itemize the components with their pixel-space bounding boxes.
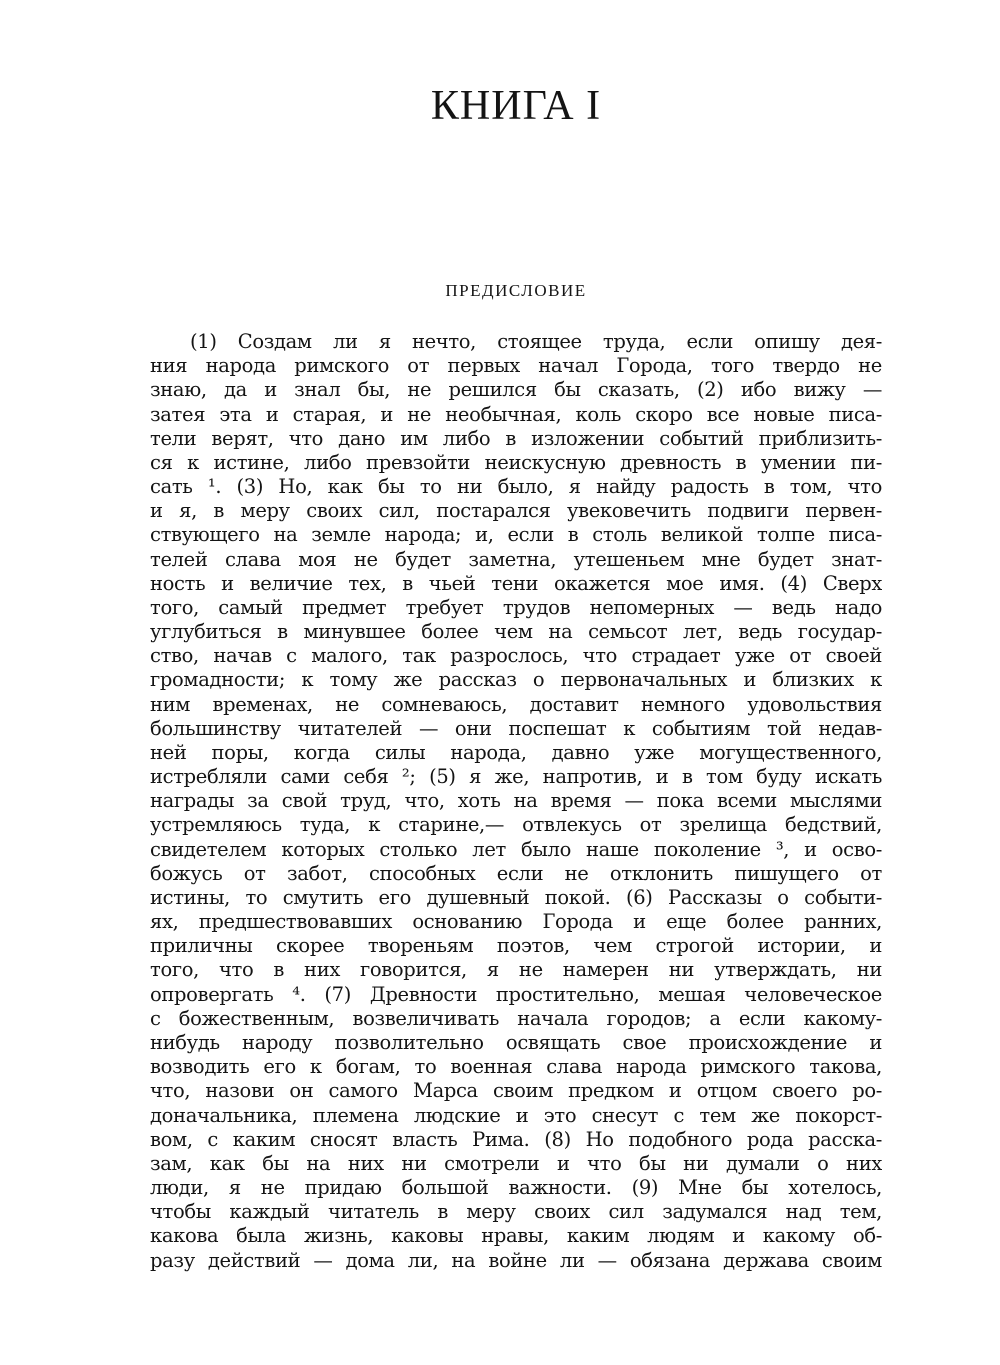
document-page	[150, 0, 882, 1365]
text-line: ния народа римского от первых начал Города, того твердо не	[150, 354, 882, 378]
text-line: свидетелем которых столько лет было наше поколение ³, и осво-	[150, 837, 882, 861]
text-line: возводить его к богам, то военная слава народа римского такова,	[150, 1055, 882, 1079]
text-line: что, назови он самого Марса своим предком и отцом своего ро-	[150, 1079, 882, 1103]
text-line: разу действий — дома ли, на войне ли — обязана держава своим	[150, 1248, 882, 1272]
text-line: того, что в них говорится, я не намерен ни утверждать, ни	[150, 958, 882, 982]
text-line: ся к истине, либо превзойти неискусную древность в умении пи-	[150, 450, 882, 474]
text-line: истины, то смутить его душевный покой. (6) Рассказы о событи-	[150, 885, 882, 909]
text-line: награды за свой труд, что, хоть на время — пока всеми мыслями	[150, 789, 882, 813]
text-line: нибудь народу позволительно освящать свое происхождение и	[150, 1030, 882, 1054]
text-line: большинству читателей — они поспешат к событиям той недав-	[150, 716, 882, 740]
text-line: ним временах, не сомневаюсь, доставит немного удовольствия	[150, 692, 882, 716]
text-line: приличны скорее твореньям поэтов, чем строгой истории, и	[150, 934, 882, 958]
text-line: ствующего на земле народа; и, если в столь великой толпе писа-	[150, 523, 882, 547]
section-title: ПРЕДИСЛОВИЕ	[445, 281, 587, 300]
text-line: какова была жизнь, каковы нравы, каким людям и какому об-	[150, 1224, 882, 1248]
text-line: ней поры, когда силы народа, давно уже могущественного,	[150, 740, 882, 764]
text-line: углубиться в минувшее более чем на семьсот лет, ведь государ-	[150, 620, 882, 644]
text-line: ство, начав с малого, так разрослось, что страдает уже от своей	[150, 644, 882, 668]
text-line: доначальника, племена людские и это снесут с тем же покорст-	[150, 1103, 882, 1127]
text-line: громадности; к тому же рассказ о первоначальных и близких к	[150, 668, 882, 692]
text-line: божусь от забот, способных если не отклонить пишущего от	[150, 861, 882, 885]
text-line: и я, в меру своих сил, постарался увековечить подвиги первен-	[150, 499, 882, 523]
text-line: сать ¹. (3) Но, как бы то ни было, я найду радость в том, что	[150, 475, 882, 499]
text-line: люди, я не придаю большой важности. (9) Мне бы хотелось,	[150, 1176, 882, 1200]
text-line: знаю, да и знал бы, не решился бы сказать, (2) ибо вижу —	[150, 378, 882, 402]
text-line: устремляюсь туда, к старине,— отвлекусь от зрелища бедствий,	[150, 813, 882, 837]
book-title: КНИГА I	[430, 83, 602, 129]
text-line: ность и величие тех, в чьей тени окажется мое имя. (4) Сверх	[150, 571, 882, 595]
text-line: ях, предшествовавших основанию Города и еще более ранних,	[150, 910, 882, 934]
text-line: опровергать ⁴. (7) Древности простительно, мешая человеческое	[150, 982, 882, 1006]
text-line: (1) Создам ли я нечто, стоящее труда, если опишу дея-	[190, 330, 882, 353]
text-line: зам, как бы на них ни смотрели и что бы ни думали о них	[150, 1151, 882, 1175]
preface-text	[150, 330, 882, 1273]
text-line: тели верят, что дано им либо в изложении событий приблизить-	[150, 426, 882, 450]
text-line: вом, с каким сносят власть Рима. (8) Но подобного рода расска-	[150, 1127, 882, 1151]
text-line: телей слава моя не будет заметна, утешеньем мне будет знат-	[150, 547, 882, 571]
text-line: чтобы каждый читатель в меру своих сил задумался над тем,	[150, 1200, 882, 1224]
text-line: с божественным, возвеличивать начала городов; а если какому-	[150, 1006, 882, 1030]
text-line: того, самый предмет требует трудов непомерных — ведь надо	[150, 595, 882, 619]
text-line: истребляли сами себя ²; (5) я же, напротив, и в том буду искать	[150, 765, 882, 789]
text-line: затея эта и старая, и не необычная, коль скоро все новые писа-	[150, 402, 882, 426]
